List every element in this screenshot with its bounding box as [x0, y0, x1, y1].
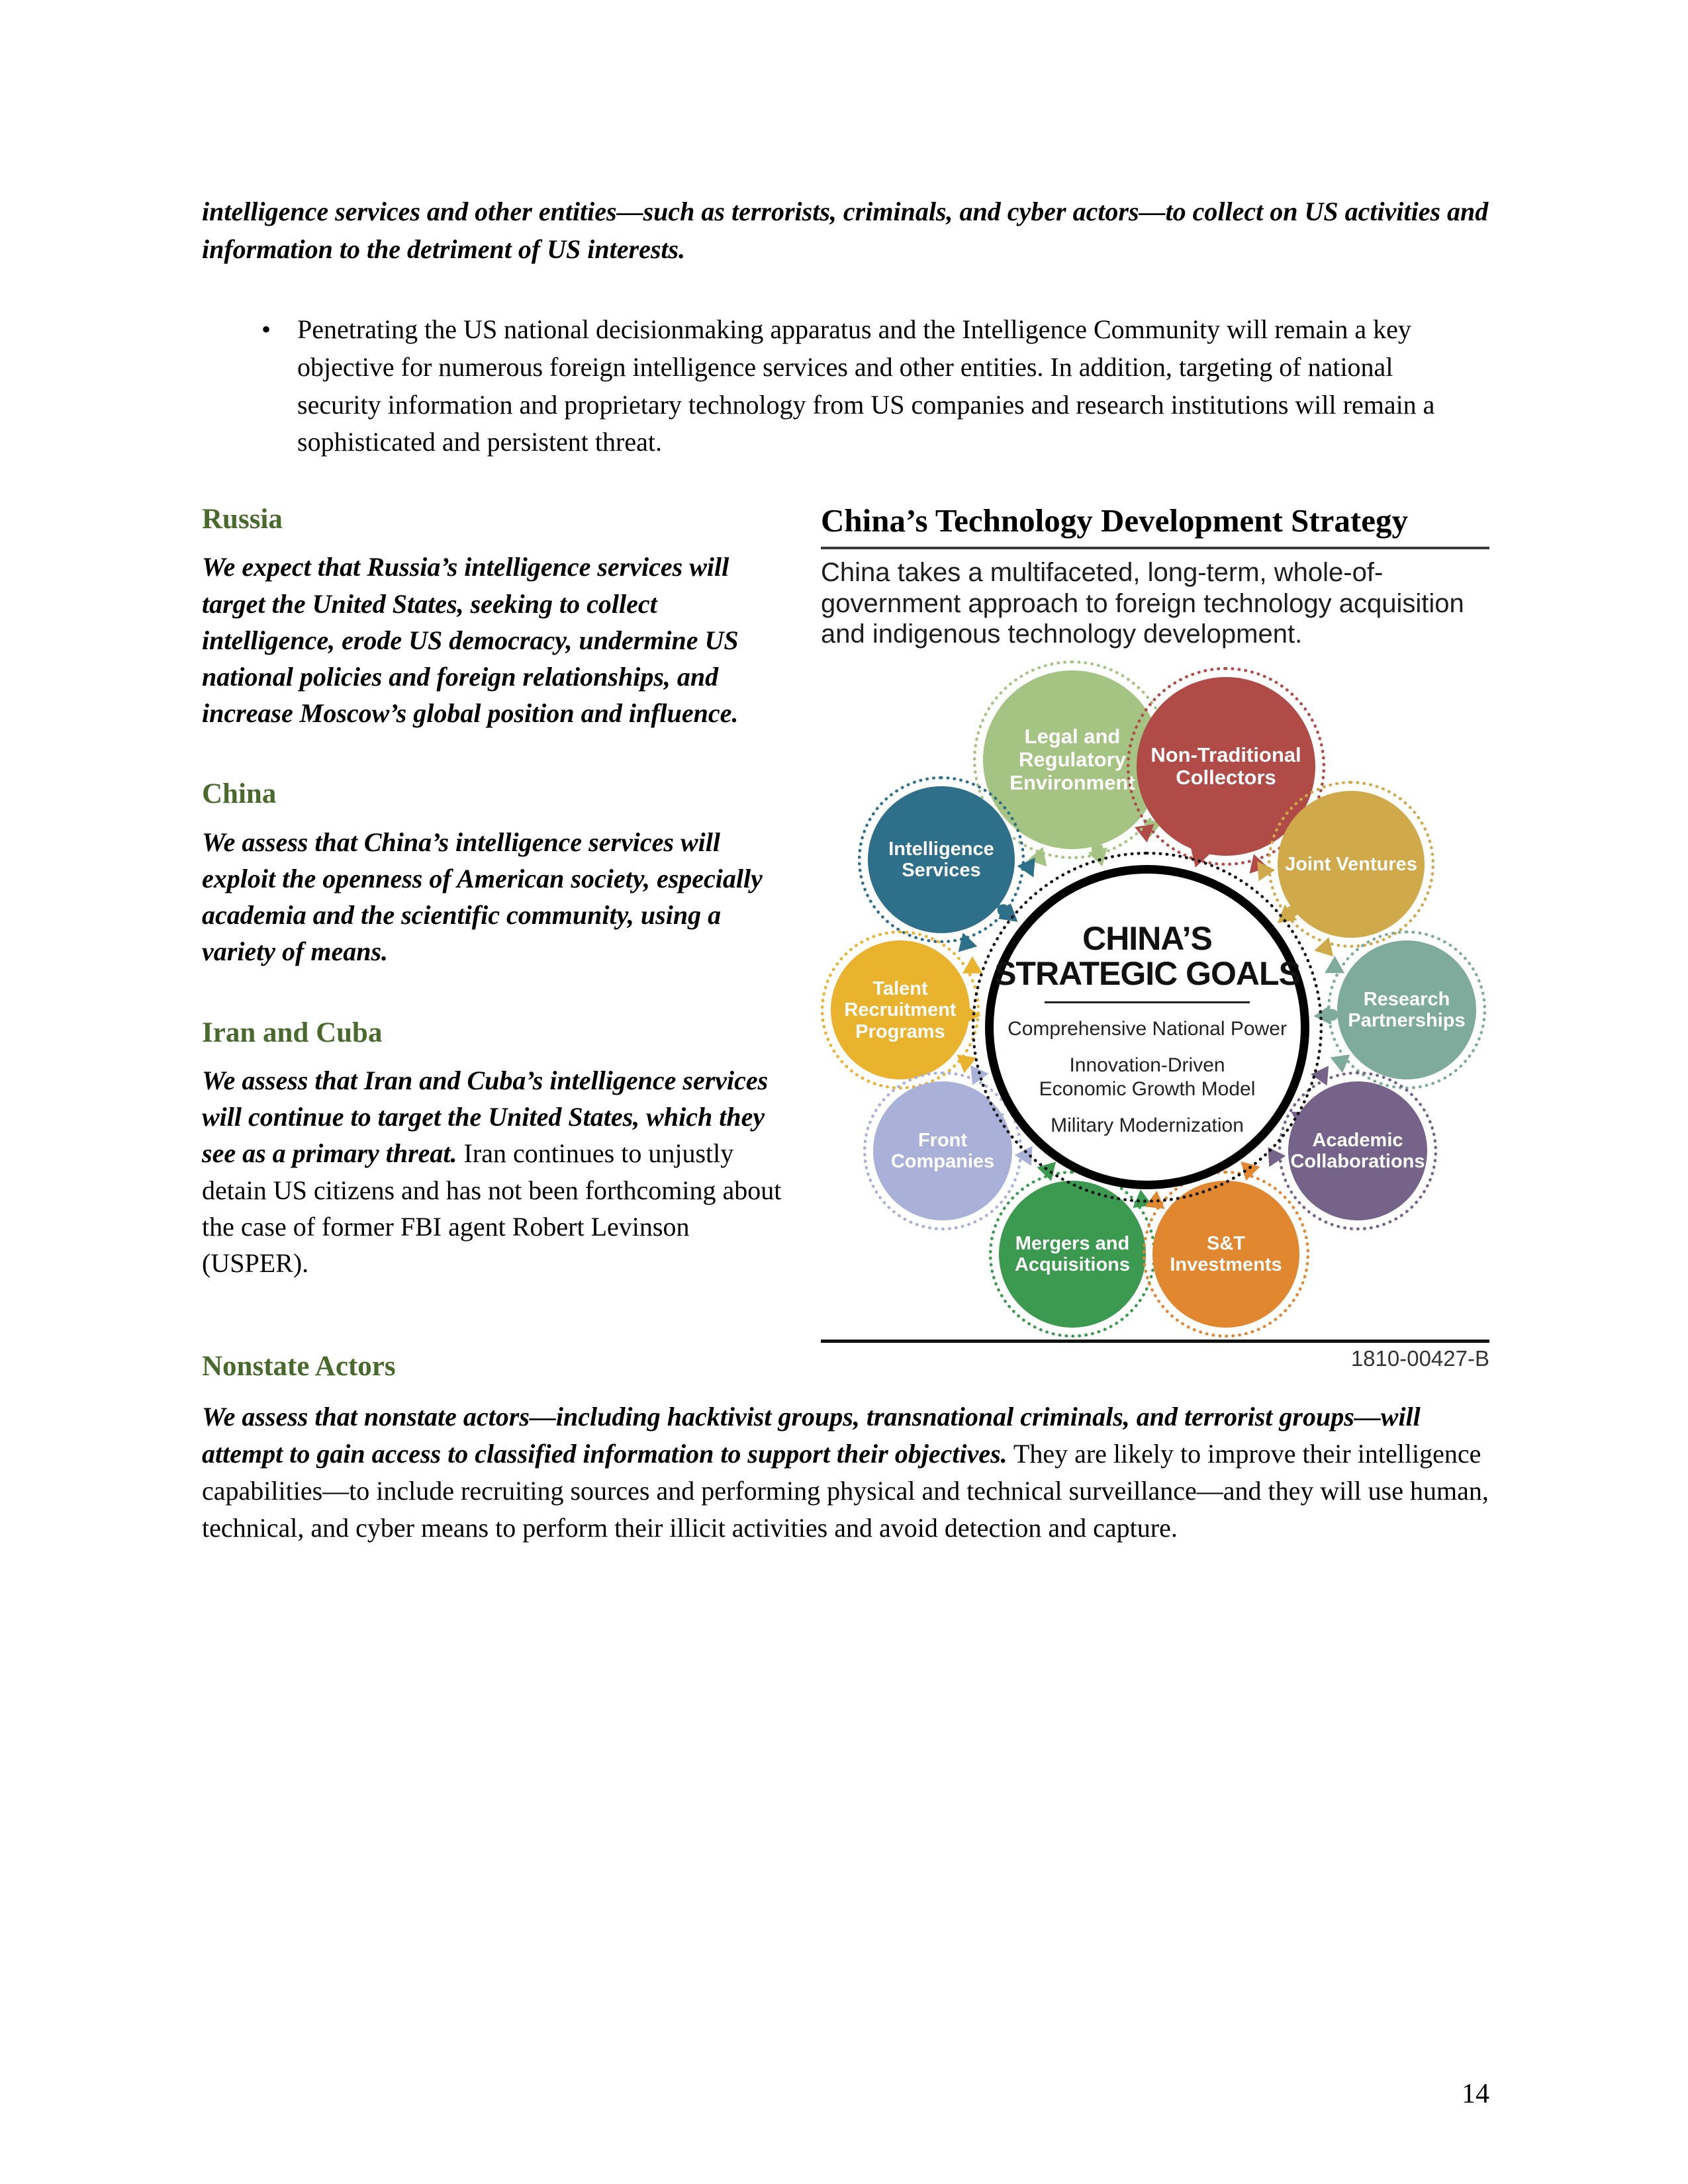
- russia-paragraph: We expect that Russia’s intelligence services will target the United States, seeking to collect intelligence, erode US democracy, undermine US national policies and foreign relationships, and increase Moscow’s global position and influence.: [202, 552, 739, 729]
- nonstate-assessment: We assess that nonstate actors—including hacktivist groups, transnational criminals, and terrorist groups—will attempt to gain access to classified information to support their objectives.: [202, 1402, 1421, 1469]
- iran-cuba-paragraph: [202, 1062, 788, 1281]
- bullet-icon: •: [261, 314, 271, 344]
- heading-iran-cuba: Iran and Cuba: [202, 1017, 383, 1048]
- heading-china: China: [202, 778, 277, 810]
- china-paragraph: We assess that China’s intelligence services will exploit the openness of American society, especially academia and the scientific community, using a variety of means.: [202, 827, 763, 967]
- iran-cuba-detail: Iran continues to unjustly detain US citizens and has not been forthcoming about the case of former FBI agent Robert Levinson (USPER).: [202, 1138, 782, 1278]
- iran-cuba-assessment: We assess that Iran and Cuba’s intelligence services will continue to target the United States, which they see as a primary threat.: [202, 1066, 769, 1169]
- heading-nonstate-actors: Nonstate Actors: [202, 1351, 396, 1382]
- node-intelligence-services: [858, 776, 1025, 943]
- page-number: 14: [1462, 2079, 1489, 2109]
- center-strategic-goals: [985, 865, 1309, 1189]
- bullet-paragraph: Penetrating the US national decisionmaking apparatus and the Intelligence Community will remain a key objective for numerous foreign intelligence services and other entities. In addition, targeting of national security information and proprietary technology from US companies and research institutions will remain a sophisticated and persistent threat.: [297, 314, 1435, 457]
- center-title: CHINA’S STRATEGIC GOALS: [994, 920, 1300, 992]
- goal-military-modernization: Military Modernization: [1051, 1114, 1244, 1136]
- heading-russia: Russia: [202, 504, 283, 535]
- figure-bottom-rule: [821, 1340, 1489, 1343]
- node-label: Front Companies: [890, 1129, 995, 1173]
- node-label: Mergers and Acquisitions: [1014, 1232, 1130, 1276]
- node-label: Research Partnerships: [1348, 988, 1466, 1032]
- goal-economic-growth-model: Economic Growth Model: [1039, 1078, 1256, 1101]
- nonstate-detail: They are likely to improve their intelligence capabilities—to include recruiting sources and performing physical and technical surveillance—and they will use human, technical, and cyber means to perform their illicit activities and avoid detection and capture.: [202, 1439, 1489, 1543]
- node-label: Joint Ventures: [1285, 854, 1417, 876]
- node-research-partnerships: [1327, 931, 1486, 1089]
- goal-innovation-driven: Innovation-Driven: [1069, 1054, 1225, 1076]
- strategic-goals-diagram: [821, 650, 1489, 1338]
- node-label: S&T Investments: [1170, 1232, 1282, 1276]
- figure-subtitle: China takes a multifaceted, long-term, whole-of-government approach to foreign technology acquisition and indigenous technology development.: [821, 557, 1464, 649]
- nonstate-paragraph: [202, 1398, 1489, 1547]
- figure-id-caption: 1810-00427-B: [1350, 1346, 1489, 1371]
- left-column: [202, 503, 788, 1281]
- node-talent-recruitment-programs: [821, 931, 980, 1089]
- nonstate-section: [202, 1350, 1489, 1547]
- node-label: Talent Recruitment Programs: [844, 978, 957, 1042]
- figure-title: China’s Technology Development Strategy: [821, 503, 1489, 549]
- center-divider: [1045, 1001, 1250, 1003]
- node-label: Intelligence Services: [888, 838, 994, 882]
- node-label: Academic Collaborations: [1290, 1129, 1425, 1173]
- bullet-item: [261, 311, 1473, 461]
- figure-china-tech-strategy: [821, 503, 1489, 1371]
- continuation-paragraph: intelligence services and other entities—such as terrorists, criminals, and cyber actors—to collect on US activities and information to the detriment of US interests.: [202, 197, 1489, 264]
- node-label: Non-Traditional Collectors: [1150, 743, 1301, 790]
- node-label: Legal and Regulatory Environment: [1009, 725, 1135, 794]
- goal-comprehensive-national-power: Comprehensive National Power: [1008, 1018, 1287, 1040]
